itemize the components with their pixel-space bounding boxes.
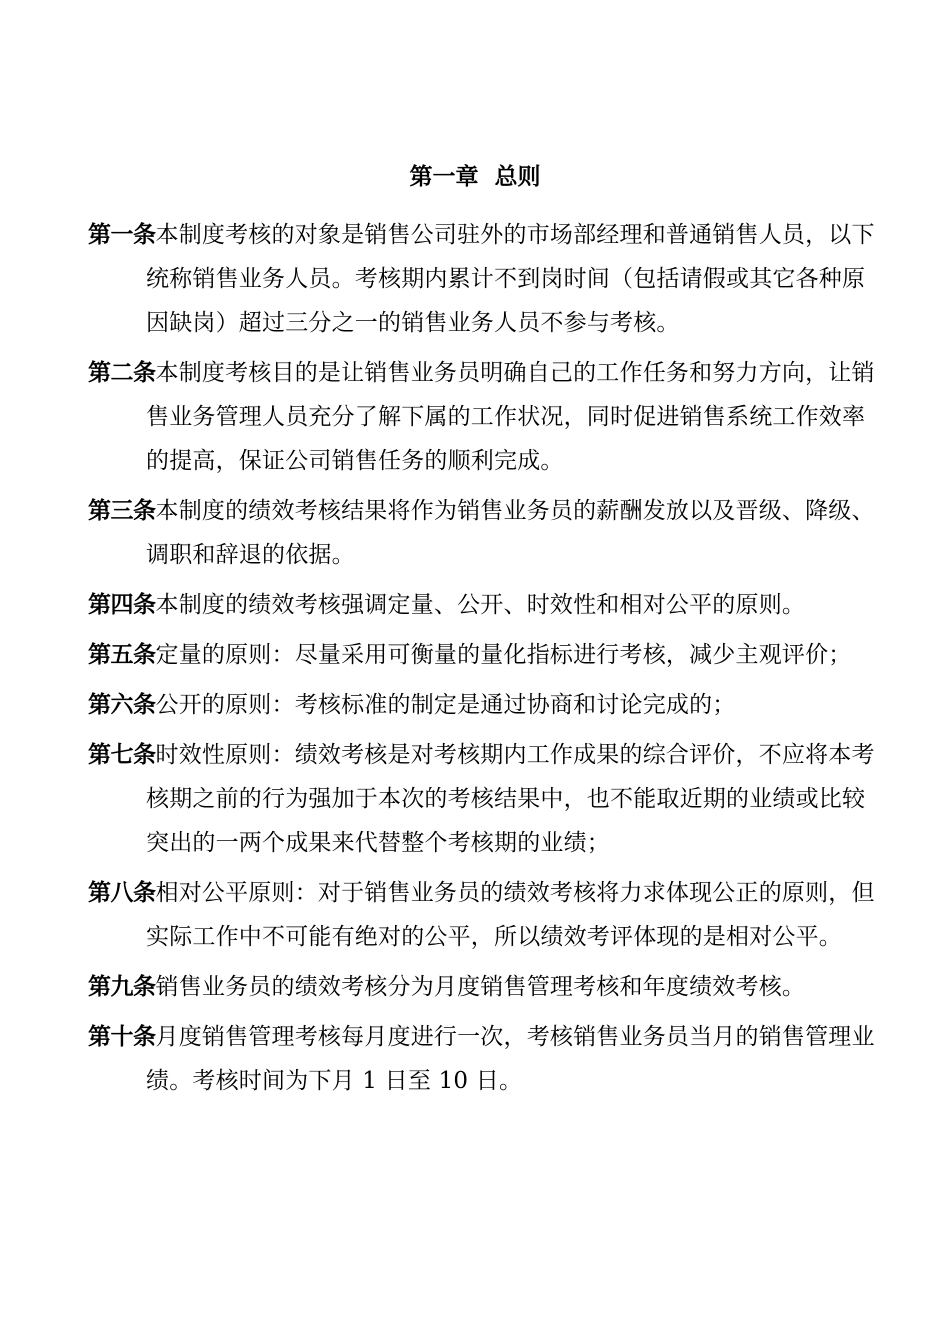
- article-text: 销售业务员的绩效考核分为月度销售管理考核和年度绩效考核。: [155, 974, 806, 1000]
- article-text: 月度销售管理考核每月度进行一次，考核销售业务员当月的销售管理业绩。考核时间为下月 1 日至 10 日。: [146, 1024, 875, 1094]
- article-list: [88, 213, 878, 1109]
- article-5: [88, 633, 878, 677]
- chapter-title: 第一章 总则: [409, 164, 541, 190]
- article-label: 第五条: [88, 642, 156, 668]
- article-label: 第九条: [88, 974, 156, 1000]
- article-text: 本制度的绩效考核强调定量、公开、时效性和相对公平的原则。: [155, 592, 806, 618]
- article-8: [88, 871, 878, 959]
- article-text: 本制度的绩效考核结果将作为销售业务员的薪酬发放以及晋级、降级、调职和辞退的依据。: [146, 498, 875, 568]
- article-label: 第二条: [88, 360, 156, 386]
- article-label: 第六条: [88, 692, 156, 718]
- article-text: 时效性原则：绩效考核是对考核期内工作成果的综合评价，不应将本考核期之前的行为强加于本次的考核结果中，也不能取近期的业绩或比较突出的一两个成果来代替整个考核期的业绩；: [146, 742, 875, 856]
- article-text: 本制度考核的对象是销售公司驻外的市场部经理和普通销售人员，以下统称销售业务人员。考核期内累计不到岗时间（包括请假或其它各种原因缺岗）超过三分之一的销售业务人员不参与考核。: [146, 222, 875, 336]
- article-9: [88, 965, 878, 1009]
- article-label: 第四条: [88, 592, 156, 618]
- article-text: 相对公平原则：对于销售业务员的绩效考核将力求体现公正的原则，但实际工作中不可能有绝对的公平，所以绩效考评体现的是相对公平。: [146, 880, 875, 950]
- article-4: [88, 583, 878, 627]
- article-label: 第八条: [88, 880, 156, 906]
- article-text: 公开的原则：考核标准的制定是通过协商和讨论完成的；: [155, 692, 736, 718]
- article-text: 本制度考核目的是让销售业务员明确自己的工作任务和努力方向，让销售业务管理人员充分了解下属的工作状况，同时促进销售系统工作效率的提高，保证公司销售任务的顺利完成。: [146, 360, 875, 474]
- article-6: [88, 683, 878, 727]
- article-3: [88, 489, 878, 577]
- article-1: [88, 213, 878, 345]
- article-7: [88, 733, 878, 865]
- article-label: 第七条: [88, 742, 156, 768]
- article-label: 第十条: [88, 1024, 156, 1050]
- article-label: 第三条: [88, 498, 156, 524]
- article-2: [88, 351, 878, 483]
- article-label: 第一条: [88, 222, 156, 248]
- article-text: 定量的原则：尽量采用可衡量的量化指标进行考核，减少主观评价；: [155, 642, 852, 668]
- article-10: [88, 1015, 878, 1103]
